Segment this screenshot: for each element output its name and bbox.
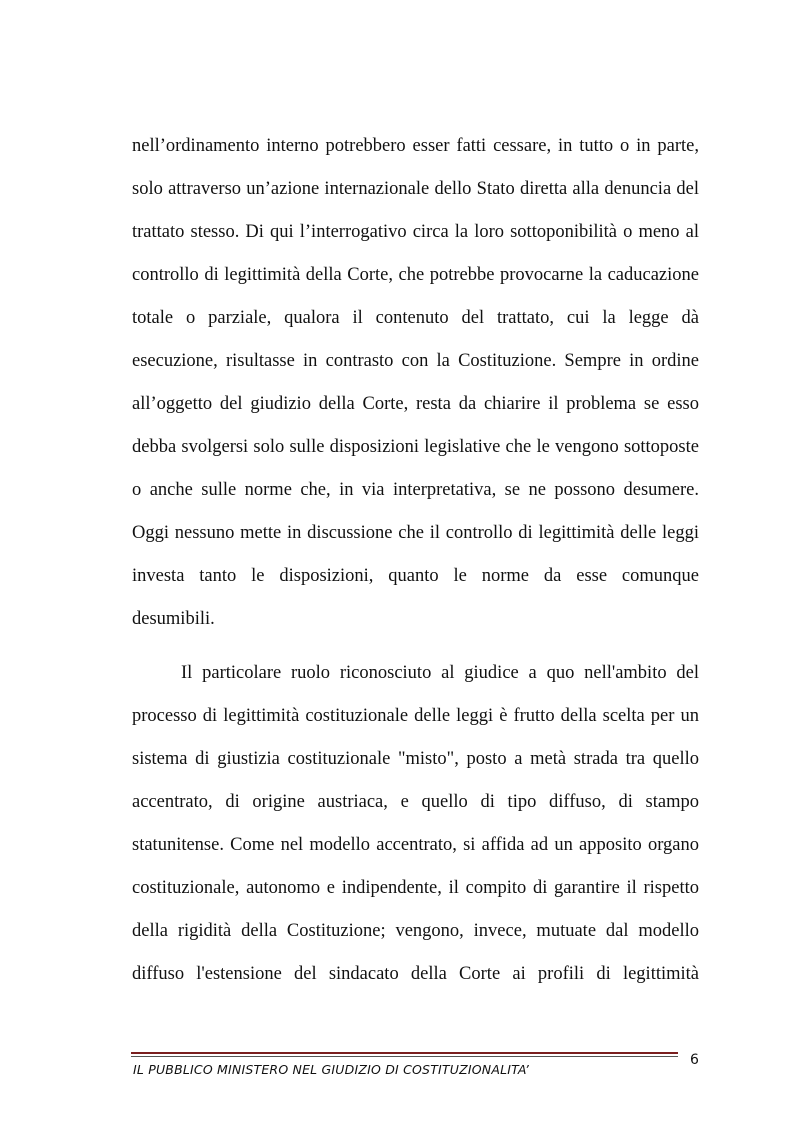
body-line: della rigidità della Costituzione; vengono, invece, mutuate dal modello: [132, 921, 699, 941]
body-line: nell’ordinamento interno potrebbero esser fatti cessare, in tutto o in parte,: [132, 136, 699, 156]
footer-divider: [131, 1052, 678, 1054]
body-line: totale o parziale, qualora il contenuto del trattato, cui la legge dà: [132, 308, 699, 328]
body-line: statunitense. Come nel modello accentrato, si affida ad un apposito organo: [132, 835, 699, 855]
body-line: Il particolare ruolo riconosciuto al giudice a quo nell'ambito del: [181, 663, 699, 683]
body-line: desumibili.: [132, 609, 215, 629]
footer-title: IL PUBBLICO MINISTERO NEL GIUDIZIO DI COSTITUZIONALITA’: [133, 1062, 530, 1077]
body-line: investa tanto le disposizioni, quanto le norme da esse comunque: [132, 566, 699, 586]
body-line: sistema di giustizia costituzionale "misto", posto a metà strada tra quello: [132, 749, 699, 769]
body-line: trattato stesso. Di qui l’interrogativo circa la loro sottoponibilità o meno al: [132, 222, 699, 242]
body-line: processo di legittimità costituzionale delle leggi è frutto della scelta per un: [132, 706, 699, 726]
body-line: o anche sulle norme che, in via interpretativa, se ne possono desumere.: [132, 480, 699, 500]
body-line: solo attraverso un’azione internazionale dello Stato diretta alla denuncia del: [132, 179, 699, 199]
footer-divider-thin: [131, 1056, 678, 1057]
body-line: Oggi nessuno mette in discussione che il controllo di legittimità delle leggi: [132, 523, 699, 543]
body-line: esecuzione, risultasse in contrasto con la Costituzione. Sempre in ordine: [132, 351, 699, 371]
body-line: debba svolgersi solo sulle disposizioni legislative che le vengono sottoposte: [132, 437, 699, 457]
body-line: all’oggetto del giudizio della Corte, resta da chiarire il problema se esso: [132, 394, 699, 414]
body-line: controllo di legittimità della Corte, che potrebbe provocarne la caducazione: [132, 265, 699, 285]
body-line: accentrato, di origine austriaca, e quello di tipo diffuso, di stampo: [132, 792, 699, 812]
body-line: costituzionale, autonomo e indipendente, il compito di garantire il rispetto: [132, 878, 699, 898]
page-number: 6: [690, 1052, 699, 1068]
body-line: diffuso l'estensione del sindacato della Corte ai profili di legittimità: [132, 964, 699, 984]
